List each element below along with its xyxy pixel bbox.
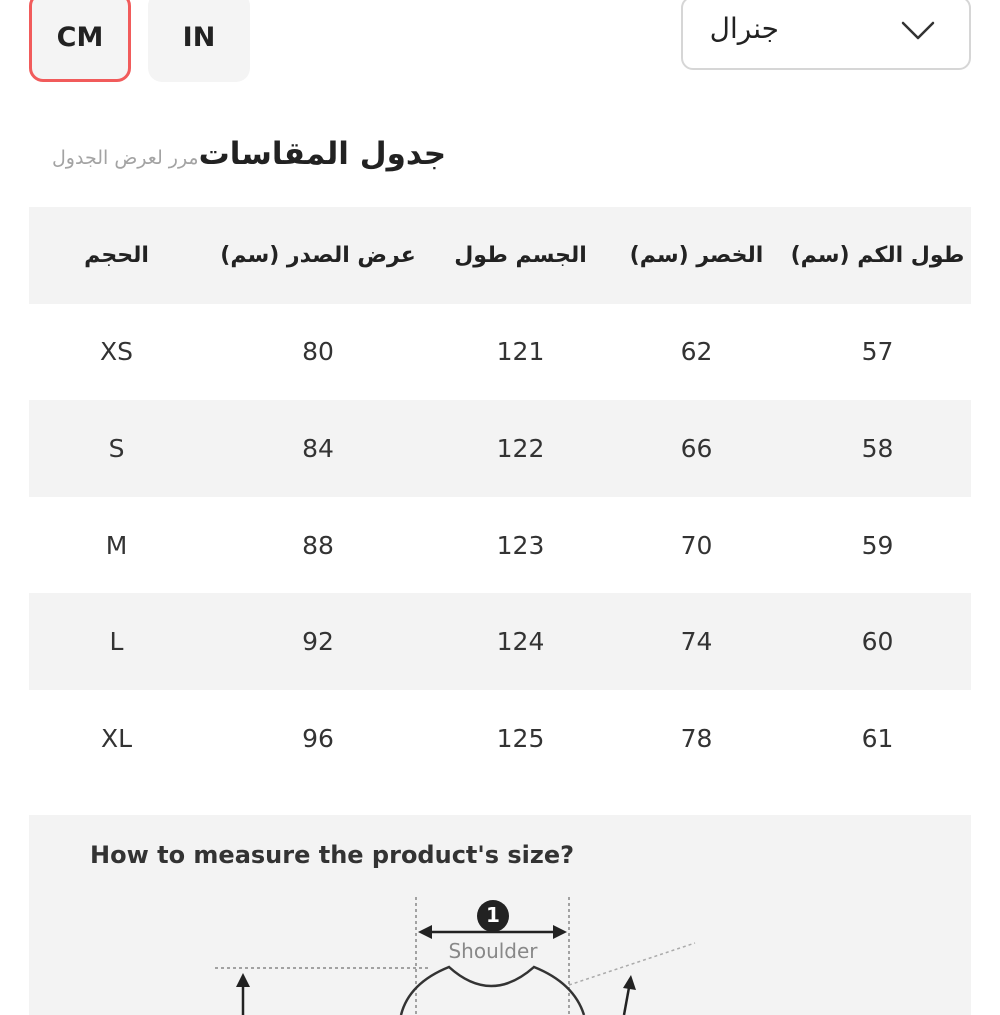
cell-size: S: [108, 433, 125, 463]
scroll-hint: مرر لعرض الجدول: [52, 147, 199, 169]
cell-size: XL: [100, 723, 133, 753]
size-chart-heading: [52, 136, 446, 172]
cm-unit-button[interactable]: [29, 0, 131, 82]
cell-waist: 74: [680, 627, 713, 657]
cell-sleeve-length: 58: [861, 433, 894, 463]
header-waist: (الخصر (سم: [629, 242, 764, 268]
cell-body-length: 123: [496, 530, 545, 560]
size-type-value: جنرال: [709, 12, 779, 45]
cell-size: L: [109, 627, 124, 657]
size-type-select[interactable]: [681, 0, 971, 70]
cell-size: XS: [100, 337, 133, 367]
cell-sleeve-length: 61: [861, 723, 894, 753]
cell-body-length: 124: [496, 627, 545, 657]
in-unit-button[interactable]: [148, 0, 250, 82]
table-row: [29, 497, 971, 594]
chevron-down-icon: [901, 20, 935, 42]
cell-chest-width: 84: [302, 433, 334, 463]
cell-body-length: 121: [496, 337, 545, 367]
cell-chest-width: 92: [302, 627, 334, 657]
shoulder-number: 1: [486, 903, 500, 927]
size-table[interactable]: [29, 207, 971, 787]
shoulder-label: Shoulder: [448, 939, 538, 963]
table-row: [29, 690, 971, 787]
header-sleeve-length: (طول الكم (سم: [790, 242, 965, 268]
in-unit-label: IN: [182, 21, 216, 53]
cell-sleeve-length: 57: [861, 337, 894, 367]
measure-guide-panel: [29, 815, 971, 1015]
cell-body-length: 125: [496, 723, 545, 753]
cell-chest-width: 80: [302, 337, 334, 367]
cell-sleeve-length: 59: [861, 530, 894, 560]
cell-chest-width: 88: [302, 530, 334, 560]
measure-guide-title: How to measure the product's size?: [90, 841, 575, 869]
table-row: [29, 304, 971, 401]
table-row: [29, 593, 971, 690]
cell-body-length: 122: [496, 433, 545, 463]
cell-waist: 66: [680, 433, 713, 463]
table-row: [29, 400, 971, 497]
cell-sleeve-length: 60: [861, 627, 894, 657]
table-header-row: [29, 207, 971, 304]
header-size: الحجم: [84, 242, 149, 268]
cell-chest-width: 96: [302, 723, 334, 753]
size-chart-title: جدول المقاسات: [198, 136, 447, 172]
cell-waist: 70: [680, 530, 713, 560]
cell-size: M: [105, 530, 128, 560]
cm-unit-label: CM: [56, 21, 104, 53]
cell-waist: 78: [680, 723, 713, 753]
cell-waist: 62: [680, 337, 713, 367]
header-body-length: الجسم طول: [454, 242, 587, 268]
header-chest-width: (عرض الصدر (سم: [220, 242, 416, 268]
